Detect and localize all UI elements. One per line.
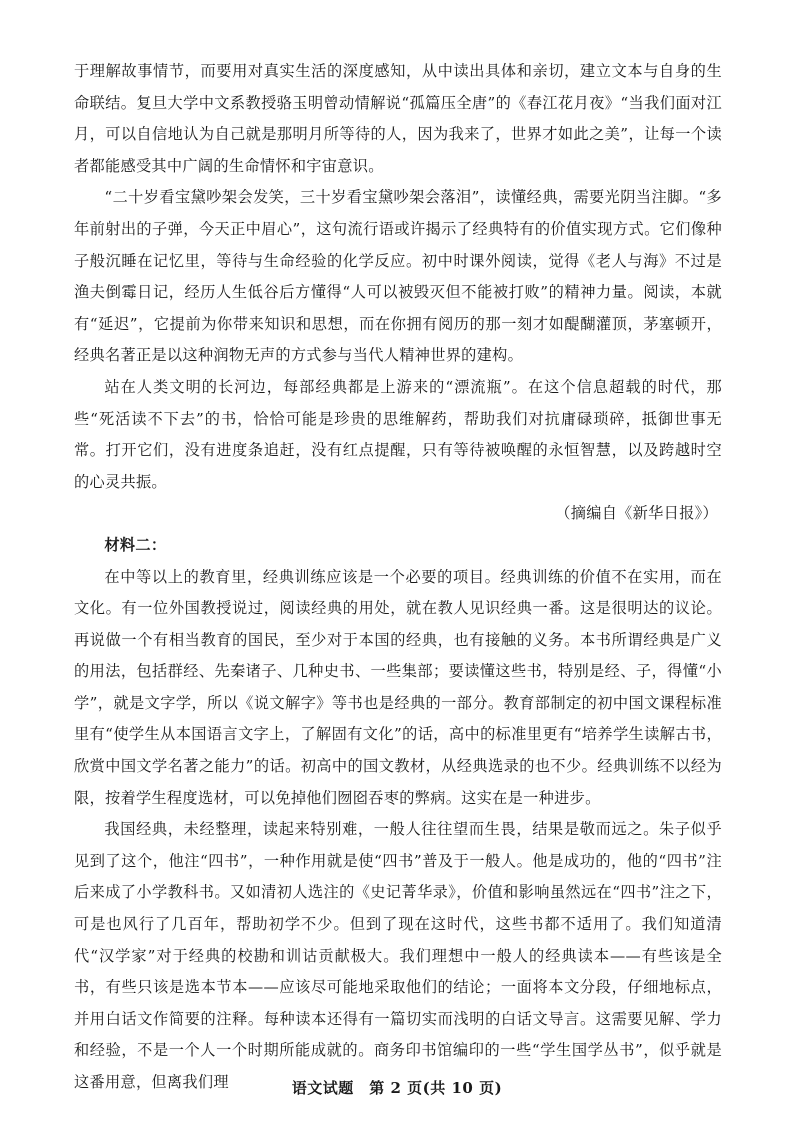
paragraph-drift-bottle: 站在人类文明的长河边，每部经典都是上游来的“漂流瓶”。在这个信息超载的时代，那些“死活读不下去”的书，恰恰可能是珍贵的思维解药，帮助我们对抗庸碌琐碎，抵御世事无常。打开它们，没有进度条追赶，没有红点提醒，只有等待被唤醒的永恒智慧，以及跨越时空的心灵共振。	[74, 377, 722, 491]
material-two-heading: 材料二：	[104, 535, 167, 554]
paragraph-classics-training: 在中等以上的教育里，经典训练应该是一个必要的项目。经典训练的价值不在实用，而在文化。有一位外国教授说过，阅读经典的用处，就在教人见识经典一番。这是很明达的议论。再说做一个有相当教育的国民，至少对于本国的经典，也有接触的义务。本书所谓经典是广义的用法，包括群经、先秦诸子、几种史书、一些集部；要读懂这些书，特别是经、子，得懂“小学”，就是文字学，所以《说文解字》等书也是经典的一部分。教育部制定的初中国文课程标准里有“使学生从本国语言文字上，了解固有文化”的话，高中的标准里更有“培养学生读解古书，欣赏中国文学名著之能力”的话。初高中的国文教材，从经典选录的也不少。经典训练不以经为限，按着学生程度选材，可以免掉他们囫囵吞枣的弊病。这实在是一种进步。	[74, 567, 722, 807]
paragraph-classics-time: “二十岁看宝黛吵架会发笑，三十岁看宝黛吵架会落泪”，读懂经典，需要光阴当注脚。“多年前射出的子弹，今天正中眉心”，这句流行语或许揭示了经典特有的价值实现方式。它们像种子般沉睡在记忆里，等待与生命经验的化学反应。初中时课外阅读，觉得《老人与海》不过是渔夫倒霉日记，经历人生低谷后方懂得“人可以被毁灭但不能被打败”的精神力量。阅读，本就有“延迟”，它提前为你带来知识和思想，而在你拥有阅历的那一刻才如醍醐灌顶，茅塞顿开，经典名著正是以这种润物无声的方式参与当代人精神世界的建构。	[74, 188, 722, 365]
page-footer: 语文试题 第 2 页(共 10 页)	[291, 1079, 503, 1097]
paragraph-continued: 于理解故事情节，而要用对真实生活的深度感知，从中读出具体和亲切，建立文本与自身的生命联结。复旦大学中文系教授骆玉明曾动情解说“孤篇压全唐”的《春江花月夜》“当我们面对江月，可以自信地认为自己就是那明月所等待的人，因为我来了，世界才如此之美”，让每一个读者都能感受其中广阔的生命情怀和宇宙意识。	[74, 62, 722, 175]
paragraph-classics-editions: 我国经典，未经整理，读起来特别难，一般人往往望而生畏，结果是敬而远之。朱子似乎见到了这个，他注“四书”，一种作用就是使“四书”普及于一般人。他是成功的，他的“四书”注后来成了小学教科书。又如清初人选注的《史记菁华录》，价值和影响虽然远在“四书”注之下，可是也风行了几百年，帮助初学不少。但到了现在这时代，这些书都不适用了。我们知道清代“汉学家”对于经典的校勘和训诂贡献极大。我们理想中一般人的经典读本——有些该是全书，有些只该是选本节本——应该尽可能地采取他们的结论；一面将本文分段，仔细地标点，并用白话文作简要的注释。每种读本还得有一篇切实而浅明的白话文导言。这需要见解、学力和经验，不是一个人一个时期所能成就的。商务印书馆编印的一些“学生国学丛书”，似乎就是这番用意，但离我们理	[74, 820, 722, 1091]
source-citation: （摘编自《新华日报》）	[555, 504, 718, 523]
